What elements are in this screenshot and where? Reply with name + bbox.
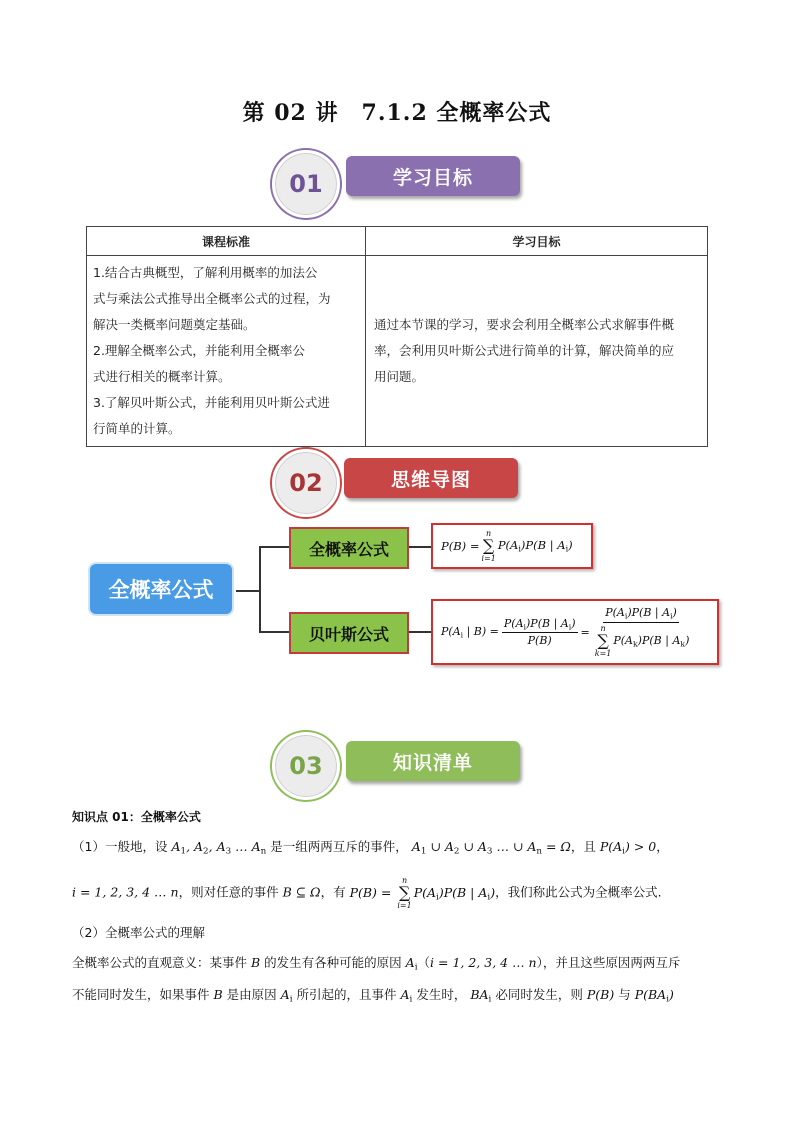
paragraph-1: （1）一般地，设 $A_1$, $A_2$, $A_3$ … $A_n$ 是一组两两互斥的事件， $A_1$ ∪ $A_2$ ∪ $A_3$ … ∪ $A_n = \Omega$，且 $P(A_i) > 0$， [72, 839, 669, 857]
math-union: $A_1$ ∪ $A_2$ ∪ $A_3$ … ∪ $A_n = \Omega$ [411, 839, 571, 857]
text-span: 与 [618, 987, 631, 1002]
connector-line [259, 546, 289, 548]
math-ai: $A_i$ [400, 987, 413, 1005]
formula-text: P(B) = [441, 539, 480, 553]
math-b: B [251, 955, 261, 970]
math-bai: $BA_i$ [470, 987, 492, 1005]
goals-table [86, 226, 708, 447]
text-span: 不能同时发生，如果事件 [72, 987, 210, 1002]
text-span: ，有 [320, 884, 346, 900]
math-ai: $A_i$ [280, 987, 293, 1005]
section-banner-goals [346, 156, 520, 196]
subsection-2-title: （2）全概率公式的理解 [72, 925, 205, 940]
fraction: $P(A_i)P(B$ | $A_i$) n ∑ k=1 $P(A_k)P(B$ | $A_k$) [594, 606, 690, 658]
connector-line [259, 631, 289, 633]
mindmap-root: 全概率公式 [90, 564, 232, 614]
connector-line [259, 546, 261, 633]
section-banner-mindmap [344, 458, 518, 498]
standards-line: 2.理解全概率公式，并能利用全概率公 [93, 343, 305, 358]
connector-line [407, 631, 431, 633]
text-span: 必同时发生，则 [495, 987, 583, 1002]
math-pb: P(B) [586, 987, 615, 1002]
math-index: i = 1, 2, 3, 4 … n [430, 955, 537, 970]
standards-line: 解决一类概率问题奠定基础。 [93, 317, 256, 332]
section-banner-knowledge [346, 741, 520, 781]
paragraph-2 [72, 876, 732, 910]
math-index: i = 1, 2, 3, 4 … n [72, 884, 179, 900]
math-pbai: $P(BA_i)$ [634, 987, 674, 1005]
standards-line: 式进行相关的概率计算。 [93, 369, 231, 384]
text-span: ，并且这些原因两两互斥 [542, 955, 681, 970]
objectives-line: 用问题。 [374, 369, 425, 384]
text-span: ，则对任意的事件 [178, 884, 279, 900]
fraction: $\frac{P(A_i)P(B | A_i)}{P(B)}$ [503, 616, 576, 648]
formula-text: $P(A_i$ | B) = [441, 624, 499, 640]
section-label: 思维导图 [390, 468, 471, 491]
text-span: 全概率公式的直观意义：某事件 [72, 955, 248, 970]
paragraph-3: 全概率公式的直观意义：某事件 B 的发生有各种可能的原因 $A_i(i = 1$, 2, 3, 4 … n），并且这些原因两两互斥 [72, 955, 681, 973]
section-badge-03 [270, 730, 342, 802]
math-formula: P(B) = n ∑ i=1 $P(A_i)P(B$ | $A_i$) [349, 876, 496, 910]
page-title: 第 02 讲 7.1.2 全概率公式 [242, 100, 552, 126]
standards-line: 3.了解贝叶斯公式，并能利用贝叶斯公式进 [93, 395, 330, 410]
standards-line: 式与乘法公式推导出全概率公式的过程，为 [93, 291, 331, 306]
section-number: 03 [272, 732, 340, 800]
math-ai: $A_i$ [405, 955, 418, 973]
objectives-line: 率，会利用贝叶斯公式进行简单的计算，解决简单的应 [374, 343, 675, 358]
connector-line [236, 590, 260, 592]
section-number: 02 [272, 449, 340, 517]
standards-line: 行简单的计算。 [93, 421, 181, 436]
text-span: ，我们称此公式为全概率公式. [495, 884, 662, 900]
text-span: （1）一般地，设 [72, 839, 168, 854]
connector-line [407, 546, 431, 548]
text-span: 的发生有各种可能的原因 [264, 955, 402, 970]
standards-cell [87, 256, 366, 447]
paragraph-4 [72, 984, 737, 1011]
text-span: 是由原因 [226, 987, 277, 1002]
section-label: 学习目标 [392, 166, 473, 189]
objectives-line: 通过本节课的学习，要求会利用全概率公式求解事件概 [374, 317, 675, 332]
mindmap-node-total-probability: 全概率公式 [289, 527, 409, 569]
standards-line: 1.结合古典概型，了解利用概率的加法公 [93, 265, 318, 280]
section-badge-01 [270, 148, 342, 220]
text-span: ，且 [570, 839, 596, 854]
objectives-cell [366, 256, 708, 447]
table-header: 课程标准 [87, 227, 366, 256]
section-label: 知识清单 [392, 751, 473, 774]
math-subset: B ⊆ Ω [282, 884, 321, 900]
text-span: 所引起的，且事件 [296, 987, 397, 1002]
bayes-formula [431, 599, 719, 665]
formula-text: $P(A_i)P(B$ | $A_i$) [497, 538, 573, 554]
text-span: 是一组两两互斥的事件， [270, 839, 408, 854]
knowledge-point-title: 知识点 01：全概率公式 [72, 810, 201, 824]
math-events: $A_1$, $A_2$, $A_3$ … $A_n$ [171, 839, 267, 857]
mindmap-node-bayes: 贝叶斯公式 [289, 612, 409, 654]
section-number: 01 [272, 150, 340, 218]
table-header: 学习目标 [366, 227, 708, 256]
section-badge-02 [270, 447, 342, 519]
math-positive: $P(A_i) > 0$ [599, 839, 657, 857]
total-probability-formula [431, 523, 593, 569]
math-b: B [213, 987, 223, 1002]
text-span: 发生时， [416, 987, 467, 1002]
formula-text: = [580, 625, 590, 639]
sum-symbol: n ∑ i=1 [481, 529, 496, 563]
